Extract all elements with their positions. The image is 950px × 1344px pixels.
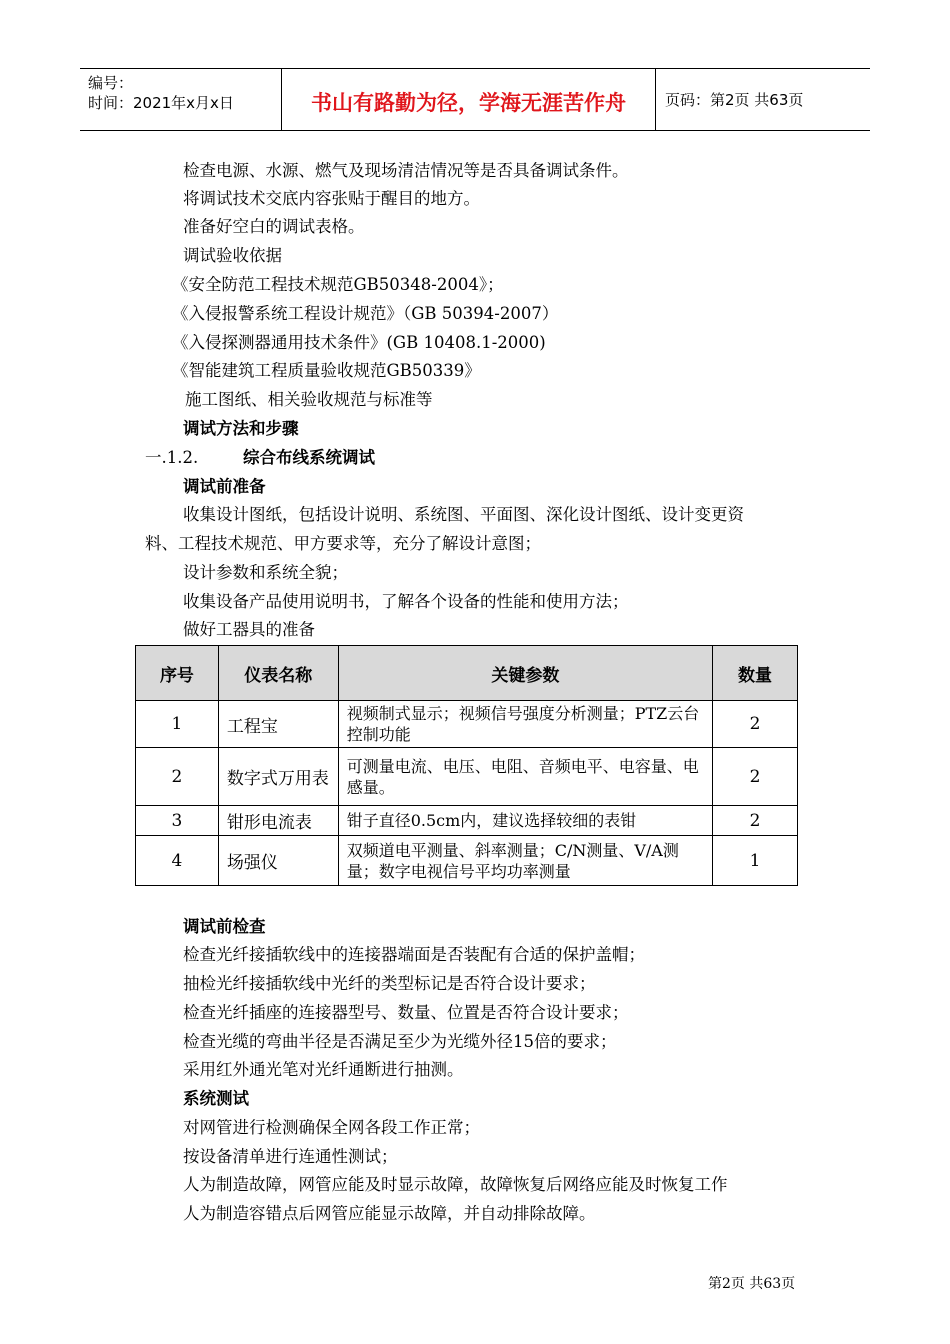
- check-line: 抽检光纤接插软线中光纤的类型标记是否符合设计要求；: [183, 974, 596, 993]
- heading-test: 系统测试: [183, 1089, 249, 1108]
- header-page-number: 页码：第2页 共63页: [665, 91, 804, 109]
- cell-qty: 2: [713, 748, 798, 806]
- prep-line: 收集设计图纸，包括设计说明、系统图、平面图、深化设计图纸、设计变更资: [183, 505, 744, 524]
- prep-line: 设计参数和系统全貌；: [183, 563, 348, 582]
- cell-no: 2: [136, 748, 219, 806]
- body-line: 《入侵探测器通用技术条件》(GB 10408.1-2000): [172, 333, 546, 352]
- table-header: 数量: [713, 646, 798, 701]
- page-header: [80, 68, 870, 131]
- cell-name: 钳形电流表: [218, 806, 338, 836]
- header-motto: 书山有路勤为径，学海无涯苦作舟: [311, 91, 626, 115]
- table-header: 序号: [136, 646, 219, 701]
- table-row: [136, 701, 798, 748]
- table-row: [136, 806, 798, 836]
- test-line: 按设备清单进行连通性测试；: [183, 1147, 398, 1166]
- table-row: [136, 836, 798, 886]
- instrument-table: [135, 645, 798, 886]
- cell-no: 1: [136, 701, 219, 748]
- body-line: 《安全防范工程技术规范GB50348-2004》；: [172, 275, 504, 294]
- cell-qty: 2: [713, 806, 798, 836]
- cell-qty: 2: [713, 701, 798, 748]
- number-label: 编号：: [88, 74, 134, 92]
- table-header-row: [136, 646, 798, 701]
- prep-line: 收集设备产品使用说明书，了解各个设备的性能和使用方法；: [183, 592, 629, 611]
- body-line: 《入侵报警系统工程设计规范》（GB 50394-2007）: [172, 304, 559, 323]
- section-number: 一.1.2.: [145, 448, 199, 467]
- heading-prep: 调试前准备: [183, 477, 266, 496]
- table-header: 关键参数: [338, 646, 712, 701]
- check-line: 检查光纤插座的连接器型号、数量、位置是否符合设计要求；: [183, 1003, 629, 1022]
- body-line: 将调试技术交底内容张贴于醒目的地方。: [183, 189, 480, 208]
- table-row: [136, 748, 798, 806]
- cell-qty: 1: [713, 836, 798, 886]
- table-header: 仪表名称: [218, 646, 338, 701]
- test-line: 人为制造容错点后网管应能显示故障，并自动排除故障。: [183, 1204, 596, 1223]
- header-meta: [88, 73, 234, 113]
- cell-name: 数字式万用表: [218, 748, 338, 806]
- heading-method: 调试方法和步骤: [183, 419, 299, 438]
- header-divider: [655, 69, 656, 130]
- body-line: 检查电源、水源、燃气及现场清洁情况等是否具备调试条件。: [183, 161, 629, 180]
- prep-line: 做好工器具的准备: [183, 620, 315, 639]
- cell-param: 钳子直径0.5cm内，建议选择较细的表钳: [338, 806, 712, 836]
- cell-param: 可测量电流、电压、电阻、音频电平、电容量、电感量。: [338, 748, 712, 806]
- body-line: 《智能建筑工程质量验收规范GB50339》: [172, 361, 481, 380]
- body-line: 施工图纸、相关验收规范与标准等: [185, 390, 433, 409]
- cell-no: 3: [136, 806, 219, 836]
- cell-no: 4: [136, 836, 219, 886]
- body-line: 准备好空白的调试表格。: [183, 217, 365, 236]
- time-label: 时间：2021年x月x日: [88, 94, 234, 112]
- test-line: 对网管进行检测确保全网各段工作正常；: [183, 1118, 480, 1137]
- cell-name: 场强仪: [218, 836, 338, 886]
- check-line: 检查光纤接插软线中的连接器端面是否装配有合适的保护盖帽；: [183, 945, 645, 964]
- check-line: 采用红外通光笔对光纤通断进行抽测。: [183, 1060, 464, 1079]
- cell-param: 视频制式显示；视频信号强度分析测量；PTZ云台控制功能: [338, 701, 712, 748]
- heading-check: 调试前检查: [183, 917, 266, 936]
- body-line: 调试验收依据: [183, 246, 282, 265]
- test-line: 人为制造故障，网管应能及时显示故障，故障恢复后网络应能及时恢复工作: [183, 1175, 728, 1194]
- cell-param: 双频道电平测量、斜率测量；C/N测量、V/A测量；数字电视信号平均功率测量: [338, 836, 712, 886]
- section-title: 综合布线系统调试: [243, 448, 375, 467]
- check-line: 检查光缆的弯曲半径是否满足至少为光缆外径15倍的要求；: [183, 1032, 617, 1051]
- cell-name: 工程宝: [218, 701, 338, 748]
- page-footer: 第2页 共63页: [708, 1276, 796, 1292]
- prep-line: 料、工程技术规范、甲方要求等，充分了解设计意图；: [145, 534, 541, 553]
